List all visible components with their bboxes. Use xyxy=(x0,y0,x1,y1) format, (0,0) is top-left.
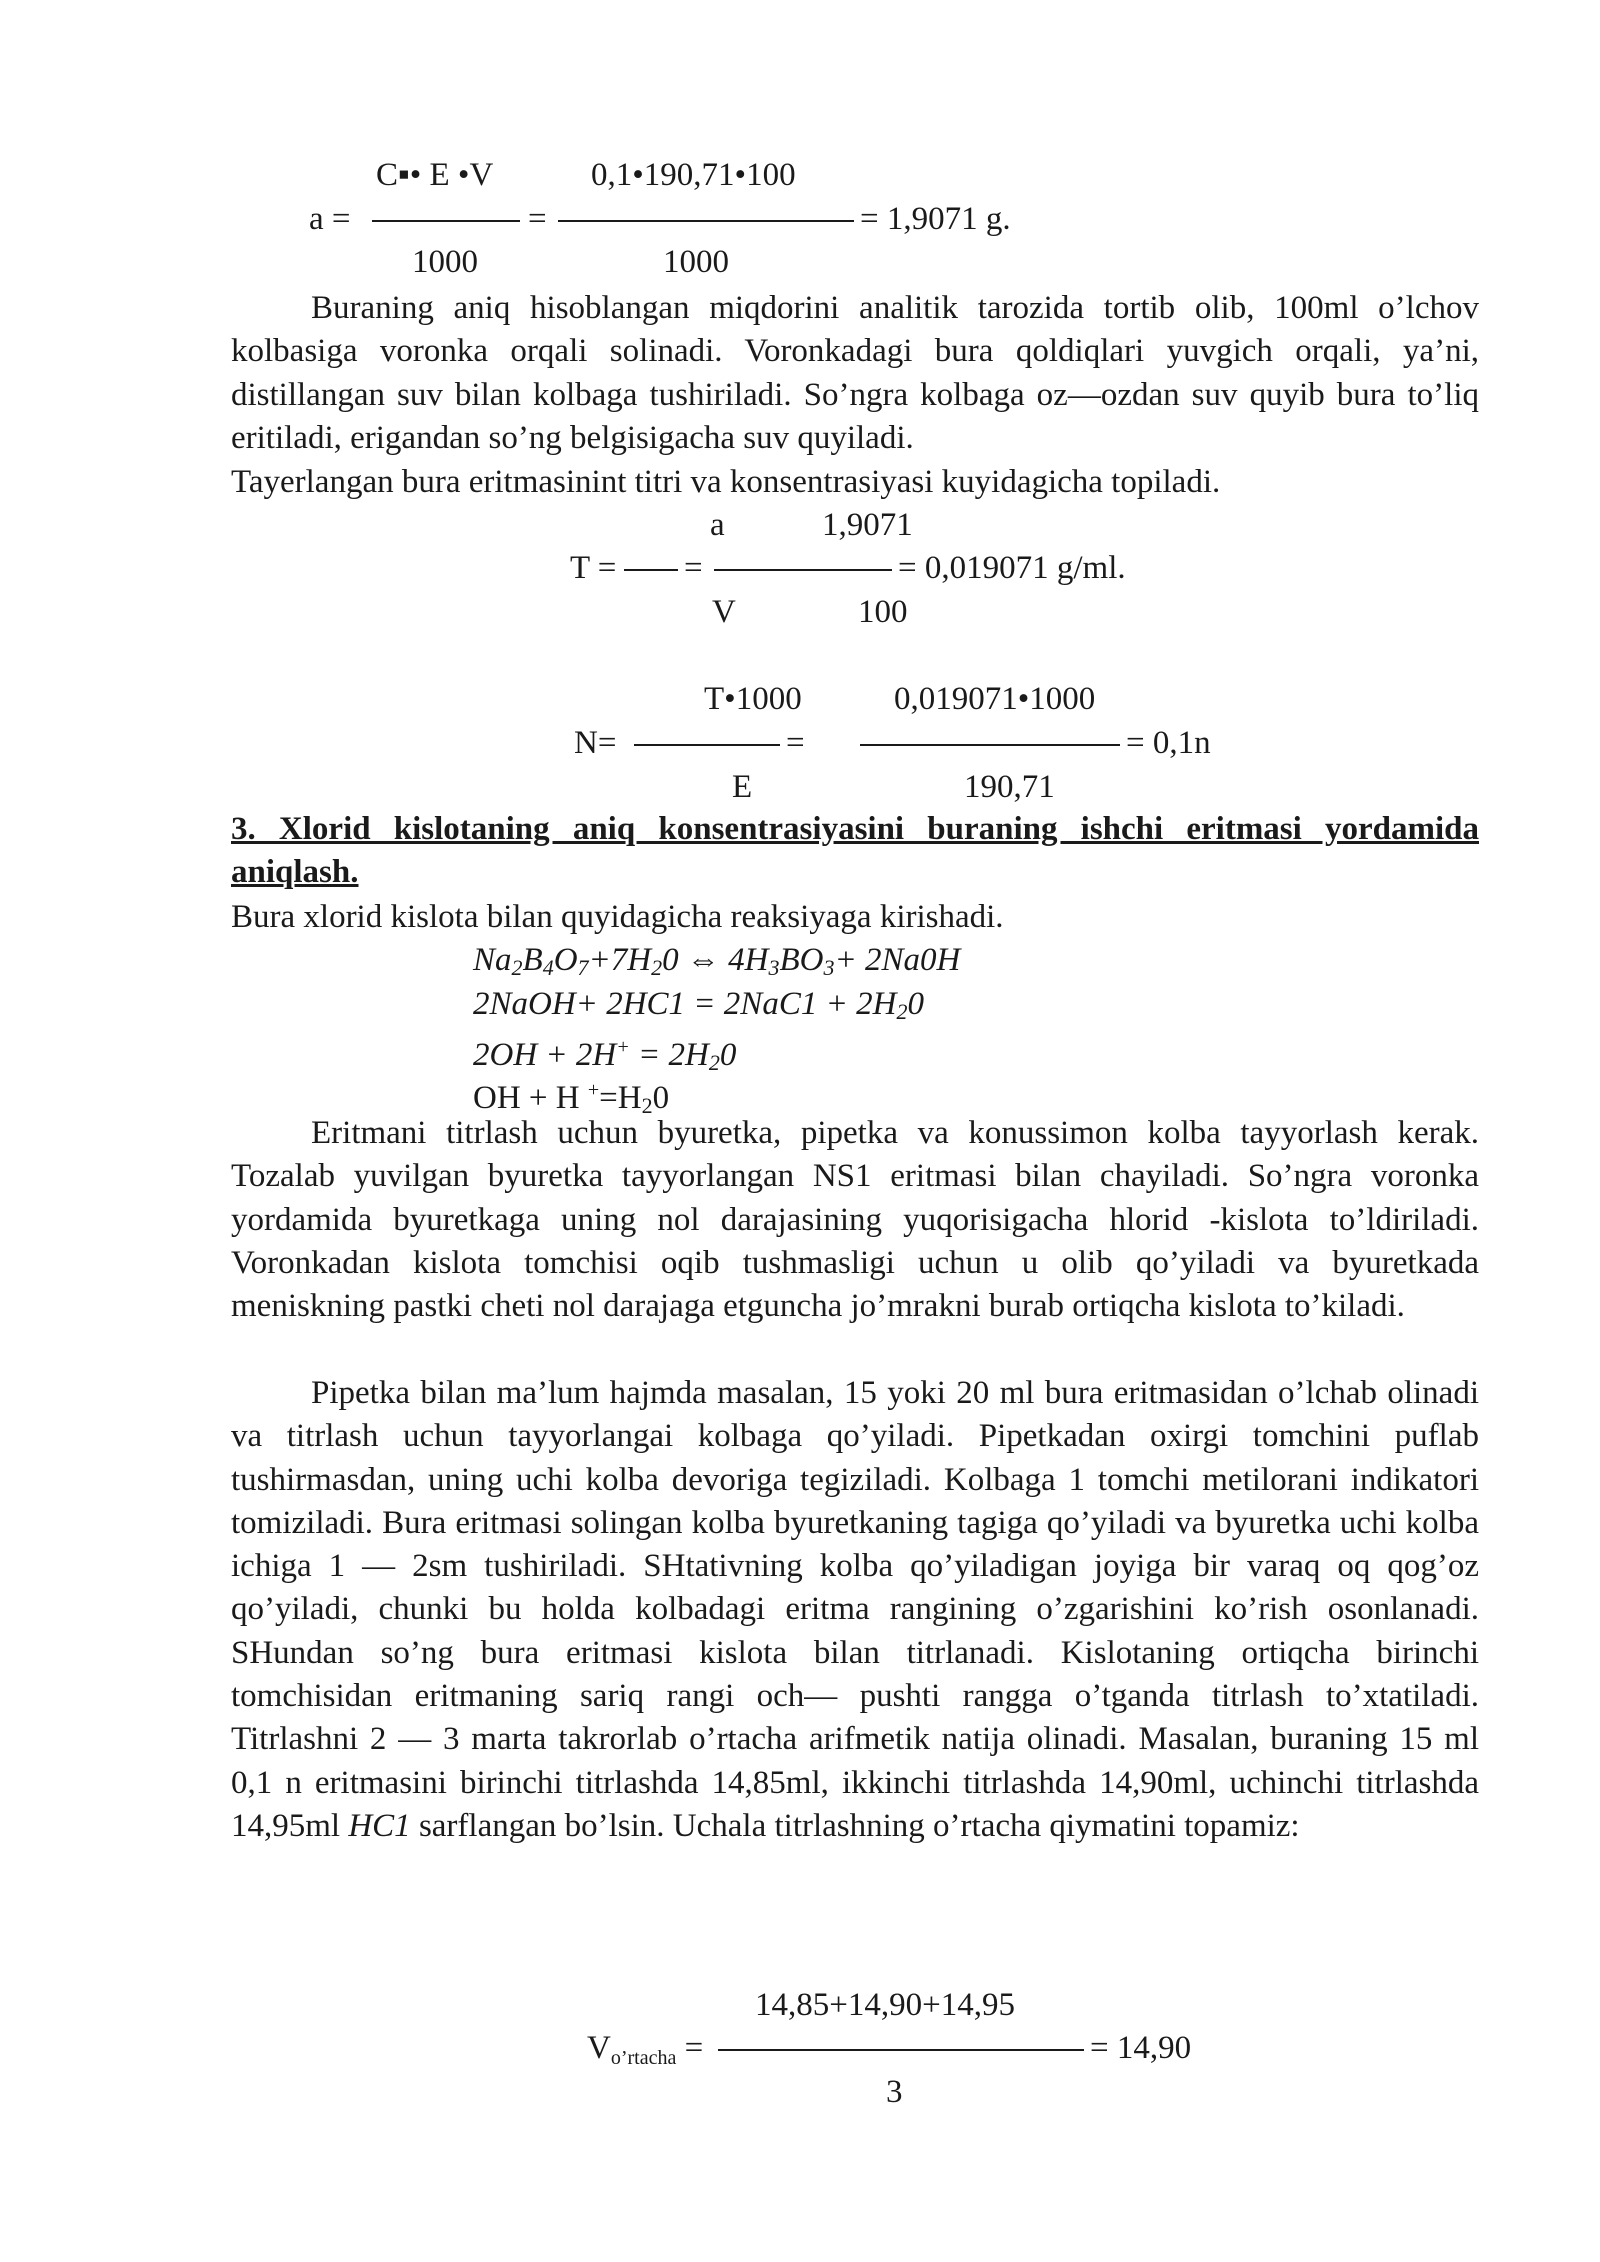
formula-t-denominator-right: 100 xyxy=(858,594,908,630)
reaction-3: $2OH + 2H^+ = 2H_20$ xyxy=(473,1036,737,1075)
formula-n-numerator-right: 0,019071•1000 xyxy=(894,681,1096,717)
paragraph-5: Pipetka bilan ma’lum hajmda masalan, 15 yoki 20 ml bura eritmasidan o’lchab olinadi va titrlash uchun tayyorlangai kolbaga qo’yiladi. Pipetkadan oxirgi tomchini puflab tushirmasdan, uning uchi kolba devoriga tegiziladi. Kolbaga 1 tomchi metilorani indikatori tomiziladi. Bura eritmasi solingan kolba byuretkaning tagiga qo’yiladi va byuretka uchi kolba ichiga 1 — 2sm tushiriladi. SHtativning kolba qo’yiladigan joyiga bir varaq oq qog’oz qo’yiladi, chunki bu holda kolbadagi eritma rangining o’zgarishini ko’rish osonlanadi. SHundan so’ng bura eritmasi kislota bilan titrlanadi. Kislotaning ortiqcha birinchi tomchisidan eritmaning sariq rangi och— pushti rangga o’tganda titrlash to’xtatiladi. Titrlashni 2 — 3 marta takrorlab o’rtacha arifmetik natija olinadi. Masalan, buraning 15 ml 0,1 n eritmasini birinchi titrlashda 14,85ml, ikkinchi titrlashda 14,90ml, uchinchi titrlashda 14,95ml HC1 sarflangan bo’lsin. Uchala titrlashning o’rtacha qiymatini topamiz: xyxy=(231,1375,1479,1844)
formula-a-numerator-left: C▪• E •V xyxy=(376,157,494,193)
formula-n-denominator-right: 190,71 xyxy=(964,769,1055,805)
reaction-2: 2NaOH+ $2HC1 = 2NaC1 + 2H_20$ xyxy=(473,986,924,1024)
formula-n-fraction-bar-right xyxy=(860,744,1120,746)
formula-n-lhs: N= xyxy=(574,725,617,761)
formula-n-denominator-left: E xyxy=(732,769,753,805)
paragraph-4: Eritmani titrlash uchun byuretka, pipetka va konussimon kolba tayyorlash kerak. Tozalab yuvilgan byuretka tayyorlangan NS1 eritmasi bilan chayiladi. So’ngra voronka yordamida byuretkaga uning nol darajasining yuqorisigacha hlorid -kislota to’ldiriladi. Voronkadan kislota tomchisi oqib tushmasligi uchun u olib qo’yiladi va byuretkada meniskning pastki cheti nol darajaga etguncha jo’mrakni burab ortiqcha kislota to’kiladi. xyxy=(231,1115,1479,1325)
formula-a-eq: = xyxy=(528,201,547,237)
formula-a-denominator-left: 1000 xyxy=(412,244,478,280)
formula-t-eq: = xyxy=(684,550,703,586)
formula-t-denominator-left: V xyxy=(712,594,736,630)
formula-n-result: = 0,1n xyxy=(1126,725,1211,761)
formula-a-fraction-bar-right xyxy=(558,220,854,222)
reaction-4: OH + H $^+=H_20$ xyxy=(473,1079,670,1118)
formula-t-lhs: T = xyxy=(570,550,617,586)
formula-v-lhs: Vo’rtacha = xyxy=(587,2030,704,2069)
section-heading: 3. Xlorid kislotaning aniq konsentrasiyasini buraning ishchi eritmasi yordamida aniqlash. xyxy=(231,811,1479,891)
formula-t-result: = 0,019071 g/ml. xyxy=(898,550,1126,586)
paragraph-1: Buraning aniq hisoblangan miqdorini analitik tarozida tortib olib, 100ml o’lchov kolbasiga voronka orqali solinadi. Voronkadagi bura qoldiqlari yuvgich orqali, ya’ni, distillangan suv bilan kolbaga tushiriladi. So’ngra kolbaga oz—ozdan suv quyib bura to’liq eritiladi, erigandan so’ng belgisigacha suv quyiladi. xyxy=(231,290,1479,456)
reaction-1: $Na_2B_4O_7+7H_20$ ⇔ $4H_3BO_3+ 2Na0H$ xyxy=(473,942,961,980)
formula-v-result: = 14,90 xyxy=(1090,2030,1192,2066)
formula-n-fraction-bar-left xyxy=(634,744,780,746)
formula-a-numerator-right: 0,1•190,71•100 xyxy=(591,157,796,193)
paragraph-2: Tayerlangan bura eritmasinint titri va konsentrasiyasi kuyidagicha topiladi. xyxy=(231,464,1221,500)
formula-v-fraction-bar xyxy=(718,2049,1084,2051)
formula-n-numerator-left: T•1000 xyxy=(704,681,802,717)
formula-n-eq: = xyxy=(786,725,805,761)
formula-v-numerator: 14,85+14,90+14,95 xyxy=(755,1987,1015,2023)
formula-t-fraction-bar-right xyxy=(714,569,892,571)
formula-t-numerator-left: a xyxy=(710,507,725,543)
formula-a-lhs: a = xyxy=(309,201,351,237)
formula-a-denominator-right: 1000 xyxy=(663,244,729,280)
formula-t-numerator-right: 1,9071 xyxy=(822,507,913,543)
formula-a-result: = 1,9071 g. xyxy=(860,201,1011,237)
paragraph-3: Bura xlorid kislota bilan quyidagicha reaksiyaga kirishadi. xyxy=(231,899,1004,935)
formula-v-denominator: 3 xyxy=(886,2074,903,2110)
formula-a-fraction-bar-left xyxy=(372,220,520,222)
formula-t-fraction-bar-left xyxy=(624,569,678,571)
